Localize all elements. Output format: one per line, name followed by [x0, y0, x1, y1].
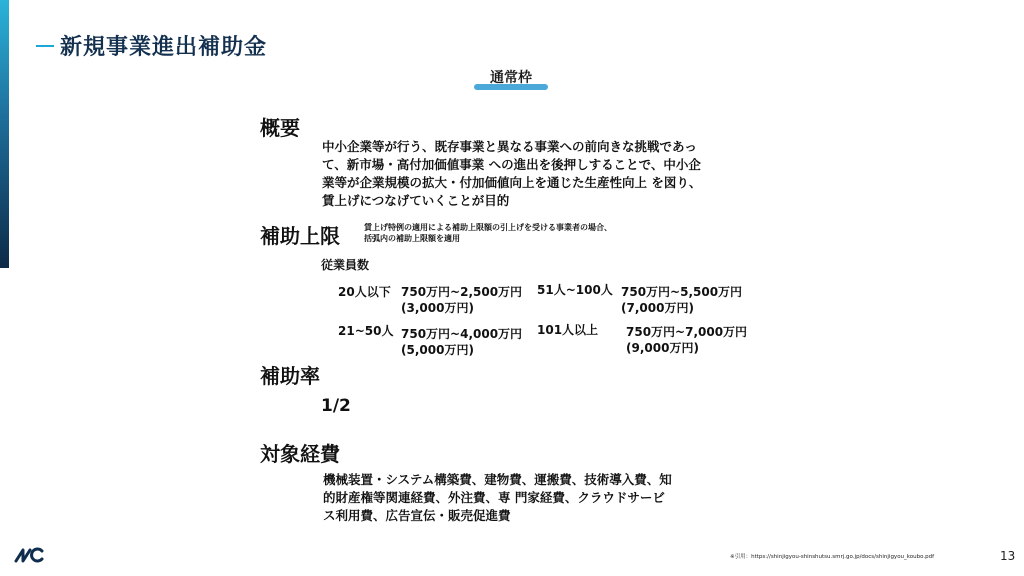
overview-line: 賃上げにつなげていくことが目的: [322, 193, 510, 208]
limit-note-line: 賃上げ特例の適用による補助上限額の引上げを受ける事業者の場合、: [364, 223, 612, 232]
overview-text: [322, 138, 701, 210]
sidebar-accent-bar: [0, 0, 9, 268]
expenses-line: 的財産権等関連経費、外注費、専 門家経費、クラウドサービ: [323, 490, 665, 505]
expenses-text: [323, 471, 672, 525]
limit-size: 101人以上: [537, 323, 599, 337]
source-citation: ※引用：https://shinjigyou-shinshutsu.smrj.go.jp/docs/shinjigyou_koubo.pdf: [730, 554, 935, 560]
limit-amount-special: (9,000万円): [626, 341, 699, 355]
limit-amount: [626, 324, 747, 356]
limit-note: [364, 222, 612, 244]
expenses-line: 機械装置・システム構築費、建物費、運搬費、技術導入費、知: [323, 472, 672, 487]
limit-amount-range: 750万円~2,500万円: [401, 285, 523, 299]
employees-label: 従業員数: [321, 258, 370, 272]
limit-heading: 補助上限: [260, 224, 340, 248]
expenses-heading: 対象経費: [260, 442, 340, 466]
limit-note-line: 括弧内の補助上限額を適用: [364, 234, 460, 243]
limit-size: 21~50人: [338, 324, 394, 338]
overview-heading: 概要: [260, 116, 300, 140]
limit-size: 51人~100人: [537, 283, 613, 297]
title-dash: [36, 45, 54, 47]
page-number: 13: [1000, 549, 1016, 563]
limit-amount: [401, 284, 522, 316]
limit-amount-special: (5,000万円): [401, 343, 474, 357]
rate-heading: 補助率: [260, 364, 320, 388]
page-title: 新規事業進出補助金: [60, 35, 268, 60]
limit-amount-range: 750万円~5,500万円: [621, 285, 743, 299]
limit-amount: [621, 284, 742, 316]
rate-value: 1/2: [321, 396, 351, 416]
limit-amount-range: 750万円~4,000万円: [401, 327, 523, 341]
limit-amount-range: 750万円~7,000万円: [626, 325, 748, 339]
limit-amount-special: (7,000万円): [621, 301, 694, 315]
limit-size: 20人以下: [338, 285, 391, 299]
limit-amount: [401, 326, 522, 358]
overview-line: 中小企業等が行う、既存事業と異なる事業への前向きな挑戦であっ: [322, 139, 697, 154]
overview-line: て、新市場・高付加価値事業 への進出を後押しすることで、中小企: [322, 157, 701, 172]
expenses-line: ス利用費、広告宣伝・販売促進費: [323, 508, 511, 523]
page-title-block: [36, 30, 267, 61]
nc-logo-icon: [14, 547, 44, 563]
limit-amount-special: (3,000万円): [401, 301, 474, 315]
category-badge: 通常枠: [490, 70, 532, 86]
overview-line: 業等が企業規模の拡大・付加価値向上を通じた生産性向上 を図り、: [322, 175, 702, 190]
